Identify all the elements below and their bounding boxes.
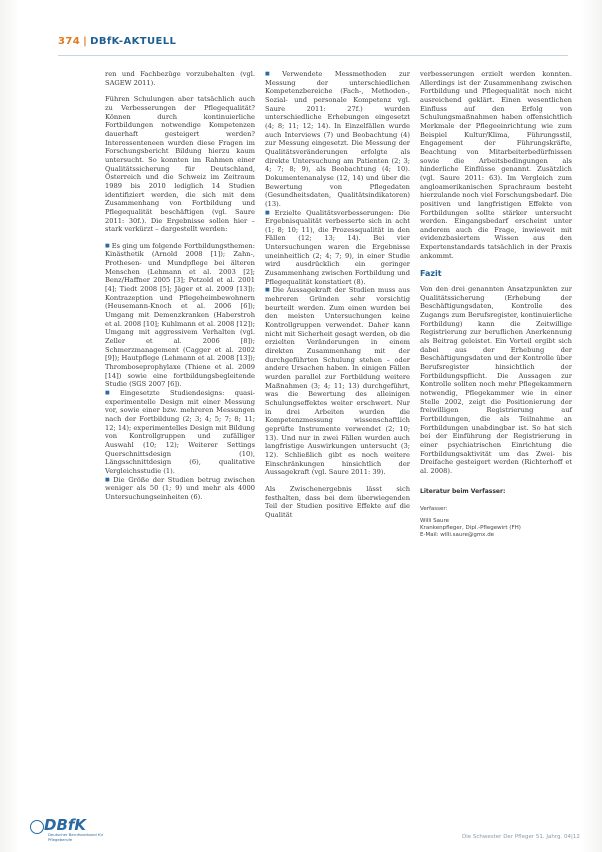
text-column-2 bbox=[265, 70, 410, 527]
bullet-studiengroesse: ■ Die Größe der Studien betrug zwischen weniger als 50 (1; 9) und mehr als 4000 Untersuchungseinheiten (6). bbox=[105, 476, 255, 502]
author-label: Verfasser: bbox=[420, 506, 448, 513]
bullet-qualitaetsverbesserungen: ■ Erzielte Qualitätsverbesserungen: Die Ergebnisqualität verbesserte sich in acht (1; 8; 10; 11), die Prozessqualität in den Fällen (12; 13; 14). Bei vier Untersuchungen waren die Ergebnisse uneinheitlich (2; 4; 7; 9), in einer Studie wird ausdrücklich ein geringer Zusammenhang zwischen Fortbildung und Pflegequalität konstatiert (8). bbox=[265, 209, 410, 287]
text-column-3 bbox=[420, 70, 572, 539]
journal-footer: Die Schwester Der Pfleger 51. Jahrg. 04|12 bbox=[462, 834, 580, 840]
author-block bbox=[420, 506, 572, 539]
section-title: DBfK-AKTUELL bbox=[90, 36, 177, 47]
author-name: Willi Saure bbox=[420, 518, 450, 525]
header-separator: | bbox=[83, 36, 88, 47]
header-divider bbox=[58, 55, 568, 56]
fazit-text: Von den drei genannten Ansatzpunkten zur Qualitätssicherung (Erhebung der Beschäftigungsdaten, Kontrolle des Zugangs zum Berufsregister, kontinuierliche Fortbildung) kann die Zeitwillige Registrierung zur beruflichen Anerkennung als Beitrag geleistet. Ein Vorteil ergibt sich dabei aus der Erhebung der Beschäftigungsdaten und der Kontrolle über Berufsregister hinsichtlich der Fortbildungspflicht. Die Aussagen zur Kontrolle sollten noch mehr Pflegekammern notwendig, Pflegekammer wie in einer Stelle 2002, zeigt die Positionierung der freiwilligen Registrierung auf Fortbildungen, die als Teilnahme an Fortbildungen unabdingbar ist. So hat sich bei der Einführung der Registrierung in einer psychiatrischen Einrichtung die Fortbildungsaktivität um das Zwei- bis Dreifache gesteigert werden (Richterhoff et al. 2008). bbox=[420, 285, 572, 475]
text-column-1 bbox=[105, 70, 255, 502]
bullet-messmethoden: ■ Verwendete Messmethoden zur Messung der unterschiedlichen Kompetenzbereiche (Fach-, Methoden-, Sozial- und personale Kompetenz vgl. Saure 2011: 27f.) wurden unterschiedliche Erhebungen eingesetzt (4; 8; 11; 12; 14). In Einzelfällen wurde auch Interviews (7) und Beobachtung (4) zur Messung eingesetzt. Die Messung der Qualitätsveränderungen erfolgte als direkte Untersuchung am Patienten (2; 3; 4; 7; 8; 9), als Beobachtung (4; 10). Dokumentenanalyse (12, 14) und über die Bewertung von Pflegedaten (Gesundheitsdaten, Qualitätsindikatoren) (13). bbox=[265, 70, 410, 209]
logo-mark-icon bbox=[30, 820, 44, 834]
column2-closing: Als Zwischenergebnis lässt sich festhalten, dass bei dem überwiegenden Teil der Studien positive Effekte auf die Qualität bbox=[265, 484, 410, 519]
page-number: 374 bbox=[58, 36, 81, 47]
author-email: E-Mail: willi.saure@gmx.de bbox=[420, 532, 495, 539]
column1-lead: ren und Fachbezüge vorzubehalten (vgl. SAGEW 2011). bbox=[105, 70, 255, 87]
bullet-aussagekraft: ■ Die Aussagekraft der Studien muss aus mehreren Gründen sehr vorsichtig beurteilt werden. Zum einen wurden bei den meisten Untersuchungen keine Kontrollgruppen verwendet. Daher kann nicht mit Sicherheit gesagt werden, ob die erzielten Veränderungen in einem direkten Zusammenhang mit der durchgeführten Schulung stehen – oder andere Ursachen haben. In einigen Fällen wurden parallel zur Fortbildung weitere Maßnahmen (3; 4; 11; 13) durchgeführt, was die Bewertung des alleinigen Schulungseffektes weiter erschwert. Nur in drei Arbeiten wurden die Kompetenzmessung wissenschaftlich geprüfte Instrumente verwendet (2; 10; 13). Und nur in zwei Fällen wurden auch langfristige Auswirkungen untersucht (3; 12). Schließlich gibt es noch weitere Einschränkungen hinsichtlich der Aussagekraft (vgl. Saure 2011: 39). bbox=[265, 286, 410, 476]
bullet-fortbildungsthemen: ■ Es ging um folgende Fortbildungsthemen: Kinästhetik (Arnold 2008 [1]); Zahn-, Prothesen- und Mundpflege bei älteren Menschen (Lehmann et al. 2003 [2]; Benz/Haffner 2005 [3]; Petzold et al. 2001 [4]; Tiedt 2008 [5]; Jäger et al. 2009 [13]); Kontrazeption und Pflegeheimbewohnern (Heusemann-Knoch et al. 2006 [6]); Umgang mit Demenzkranken (Haberstroh et al. 2008 [10]; Kuhlmann et al. 2008 [12]); Umgang mit aggressivem Verhalten (vgl. Zeller et al. 2006 [8]); Schmerzmanagement (Cagger et al. 2002 [9]); Hautpflege (Lehmann et al. 2008 [13]); Thromboseprophylaxe (Thiene et al. 2009 [14]) sowie eine fortbildungsbegleitende Studie (SGS 2007 [6]). bbox=[105, 242, 255, 389]
column3-intro: verbesserungen erzielt werden konnten. Allerdings ist der Zusammenhang zwischen Fortbildung und Pflegequalität noch nicht ausreichend geklärt. Einen wesentlichen Einfluss auf den Erfolg von Schulungsmaßnahmen haben offensichtlich Merkmale der Pflegeeinrichtung wie zum Beispiel Kultur/Klima, Führungsstil, Engagement der Führungskräfte, Beachtung von Mitarbeiterbedürfnissen sowie die Arbeitsbedingungen als hinderliche Einflüsse genannt. Zusätzlich (vgl. Saure 2011: 63). Im Vergleich zum angloamerikanischen Sprachraum besteht hierzulande noch viel Forschungsbedarf. Die positiven und langfristigen Effekte von Fortbildungen sollte stärker untersucht werden. Eingangsbedarf erscheint unter anderem auch die Frage, inwieweit mit evidenzbasiertem Wissen aus den Expertenstandards tatsächlich in der Praxis ankommt. bbox=[420, 70, 572, 260]
logo-wordmark: DBfK bbox=[44, 816, 87, 834]
author-title: Krankenpfleger, Dipl.-Pflegewirt (FH) bbox=[420, 525, 521, 532]
logo-subtitle: Deutscher Berufsverband für Pflegeberufe bbox=[48, 832, 104, 842]
column1-paragraph: Führen Schulungen aber tatsächlich auch zu Verbesserungen der Pflegequalität? Können durch kontinuierliche Fortbildungen notwendige Kompetenzen dauerhaft gesteigert werden? Interessenteneen wurden diese Fragen im Forschungsbericht Bildung hierzu kaum untersucht. So konnten im Rahmen einer Qualitätssicherung für Deutschland, Österreich und die Schweiz im Zeitraum 1989 bis 2010 lediglich 14 Studien identifiziert werden, die sich mit dem Zusammenhang von Fortbildung und Pflegequalität beschäftigen (vgl. Saure 2011: 30f.). Die Ergebnisse sollen hier – stark verkürzt – dargestellt werden: bbox=[105, 95, 255, 234]
dbfk-logo bbox=[30, 816, 104, 846]
fazit-heading: Fazit bbox=[420, 269, 442, 279]
literature-note: Literatur beim Verfasser: bbox=[420, 487, 506, 495]
bullet-studiendesigns: ■ Eingesetzte Studiendesigns: quasi-experimentelle Design mit einer Messung vor, sowie einer bzw. mehreren Messungen nach der Fortbildung (2; 3; 4; 5; 7; 8; 11; 12; 14); experimentelles Design mit Bildung von Kontrollgruppen und zufälliger Auswahl (10; 12); Weiterer Settings Querschnittsdesign (10), Längsschnittdesign (6), qualitative Vergleichsstudie (1). bbox=[105, 389, 255, 476]
page-header bbox=[58, 36, 358, 52]
